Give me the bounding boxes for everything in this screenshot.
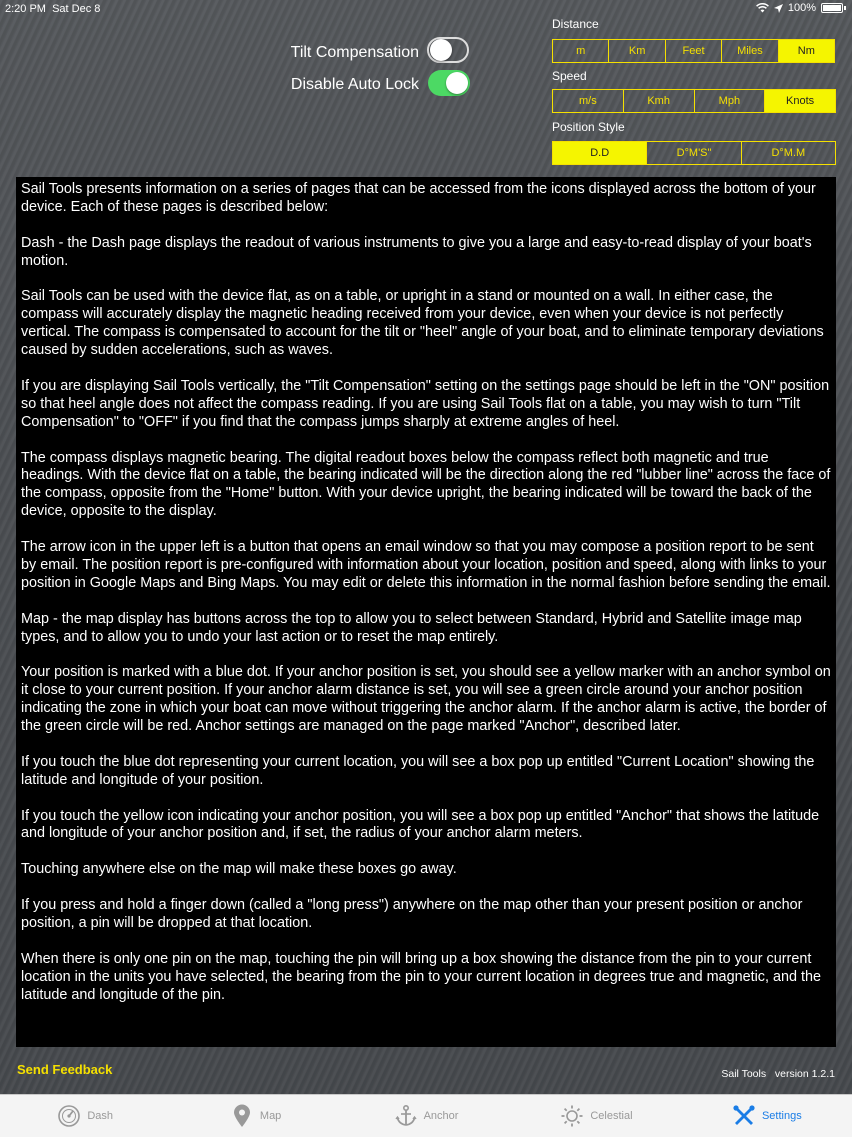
tilt-compensation-switch[interactable] [427, 37, 469, 63]
app-version: version 1.2.1 [774, 1068, 835, 1080]
tab-dash-label: Dash [87, 1110, 114, 1122]
help-paragraph: Map - the map display has buttons across the top to allow you to select between Standard, Hybrid and Satellite image map types, and to allow you to undo your last action or to reset the map entirely. [21, 610, 802, 645]
distance-option[interactable]: Miles [722, 40, 778, 62]
location-arrow-icon [774, 4, 783, 13]
tilt-compensation-label: Tilt Compensation [290, 44, 419, 61]
battery-tip [844, 6, 846, 10]
tools-icon [732, 1104, 756, 1128]
position-style-option[interactable]: D.D [553, 142, 647, 164]
speed-option[interactable]: Knots [765, 90, 835, 112]
wifi-icon [756, 3, 769, 13]
help-paragraph: If you touch the blue dot representing your current location, you will see a box pop up entitled "Current Location" showing the latitude and longitude of your position. [21, 753, 815, 788]
tab-map[interactable] [170, 1095, 340, 1137]
speed-option[interactable]: Mph [695, 90, 766, 112]
help-paragraph: Dash - the Dash page displays the readout of various instruments to give you a large and easy-to-read display of your boat's motion. [21, 234, 812, 269]
speed-label: Speed [552, 69, 587, 83]
help-paragraph: Sail Tools can be used with the device flat, as on a table, or upright in a stand or mounted on a wall. In either case, the compass will accurately display the magnetic heading received from your device, even when your device is not perfectly vertical. The compass is compensated to account for the tilt or "heel" angle of your boat, and to eliminate temporary deviations caused by sudden accelerations, such as waves. [21, 288, 824, 359]
distance-option[interactable]: Km [609, 40, 665, 62]
help-text-view[interactable] [16, 177, 836, 1047]
battery-percent: 100% [787, 2, 816, 14]
help-paragraph: Your position is marked with a blue dot. If your anchor position is set, you should see a yellow marker with an anchor symbol on it close to your current position. If your anchor alarm distance is set, you will see a green circle around your anchor position indicating the zone in which your boat can move without triggering the anchor alarm. If the anchor alarm is active, the border of the green circle will be red. Anchor settings are managed on the page marked "Anchor", described later. [21, 664, 831, 735]
switch-knob [446, 72, 468, 94]
switch-knob [430, 39, 452, 61]
help-paragraph: Touching anywhere else on the map will make these boxes go away. [21, 861, 457, 878]
map-pin-icon [230, 1104, 254, 1128]
distance-label: Distance [552, 17, 599, 31]
battery-icon [821, 3, 843, 13]
position-style-segmented-control [552, 141, 836, 165]
status-time: 2:20 PM [5, 3, 46, 15]
help-paragraph: If you press and hold a finger down (called a "long press") anywhere on the map other than your present position or anchor position, a pin will be dropped at that location. [21, 897, 803, 931]
help-paragraph: When there is only one pin on the map, touching the pin will bring up a box showing the distance from the pin to your current location in the units you have selected, the bearing from the pin to your current location in degrees true and magnetic, and the latitude and longitude of the pin. [21, 950, 821, 1003]
distance-segmented-control [552, 39, 835, 63]
distance-option[interactable]: Nm [779, 40, 834, 62]
status-time-date [5, 3, 100, 15]
position-style-option[interactable]: D°M'S" [647, 142, 741, 164]
status-bar [0, 0, 852, 18]
help-paragraph: If you are displaying Sail Tools vertically, the "Tilt Compensation" setting on the settings page should be left in the "ON" position so that heel angle does not affect the compass reading. If you are using Sail Tools flat on a table, you may wish to turn "Tilt Compensation" to "OFF" if you find that the compass jumps sharply at extreme angles of heel. [21, 377, 830, 430]
status-date: Sat Dec 8 [52, 3, 101, 15]
help-paragraph: If you touch the yellow icon indicating your anchor position, you will see a box pop up entitled "Anchor" that shows the latitude and longitude of your anchor position and, if set, the radius of your anchor alarm meters. [21, 807, 820, 842]
tab-settings[interactable] [682, 1095, 852, 1137]
tab-map-label: Map [259, 1110, 282, 1122]
tab-anchor[interactable] [341, 1095, 511, 1137]
tab-celestial[interactable] [511, 1095, 681, 1137]
position-style-option[interactable]: D°M.M [771, 147, 806, 159]
position-style-label: Position Style [552, 120, 625, 134]
tab-anchor-label: Anchor [423, 1110, 459, 1122]
status-right [756, 2, 846, 14]
distance-option[interactable]: m [553, 40, 609, 62]
send-feedback-button[interactable]: Send Feedback [17, 1062, 113, 1077]
speed-segmented-control [552, 89, 836, 113]
sun-icon [560, 1104, 584, 1128]
disable-auto-lock-switch[interactable] [428, 70, 470, 96]
anchor-icon [394, 1104, 418, 1128]
tab-celestial-label: Celestial [590, 1110, 633, 1122]
version-label [721, 1068, 835, 1080]
help-paragraph: Sail Tools presents information on a series of pages that can be accessed from the icons displayed across the bottom of your device. Each of these pages is described below: [21, 181, 816, 215]
tab-settings-label: Settings [761, 1110, 802, 1122]
distance-option[interactable]: Feet [666, 40, 722, 62]
help-paragraph: The compass displays magnetic bearing. The digital readout boxes below the compass reflect both magnetic and true headings. With the device flat on a table, the bearing indicated will be the direction along the red "lubber line" across the face of the compass, opposite from the "Home" button. With your device upright, the bearing indicated will be toward the back of the device, opposite to the display. [21, 449, 831, 520]
help-paragraph: The arrow icon in the upper left is a button that opens an email window so that you may compose a position report to be sent by email. The position report is pre-configured with information about your location, position and speed, along with links to your position in Google Maps and Bing Maps. You may edit or delete this information in the normal fashion before sending the email. [21, 539, 831, 591]
speed-option[interactable]: m/s [553, 90, 624, 112]
tab-dash[interactable] [0, 1095, 170, 1137]
speed-option[interactable]: Kmh [624, 90, 695, 112]
gauge-icon [57, 1104, 81, 1128]
tab-bar [0, 1094, 852, 1137]
disable-auto-lock-label: Disable Auto Lock [290, 76, 419, 93]
app-name: Sail Tools [721, 1068, 767, 1080]
